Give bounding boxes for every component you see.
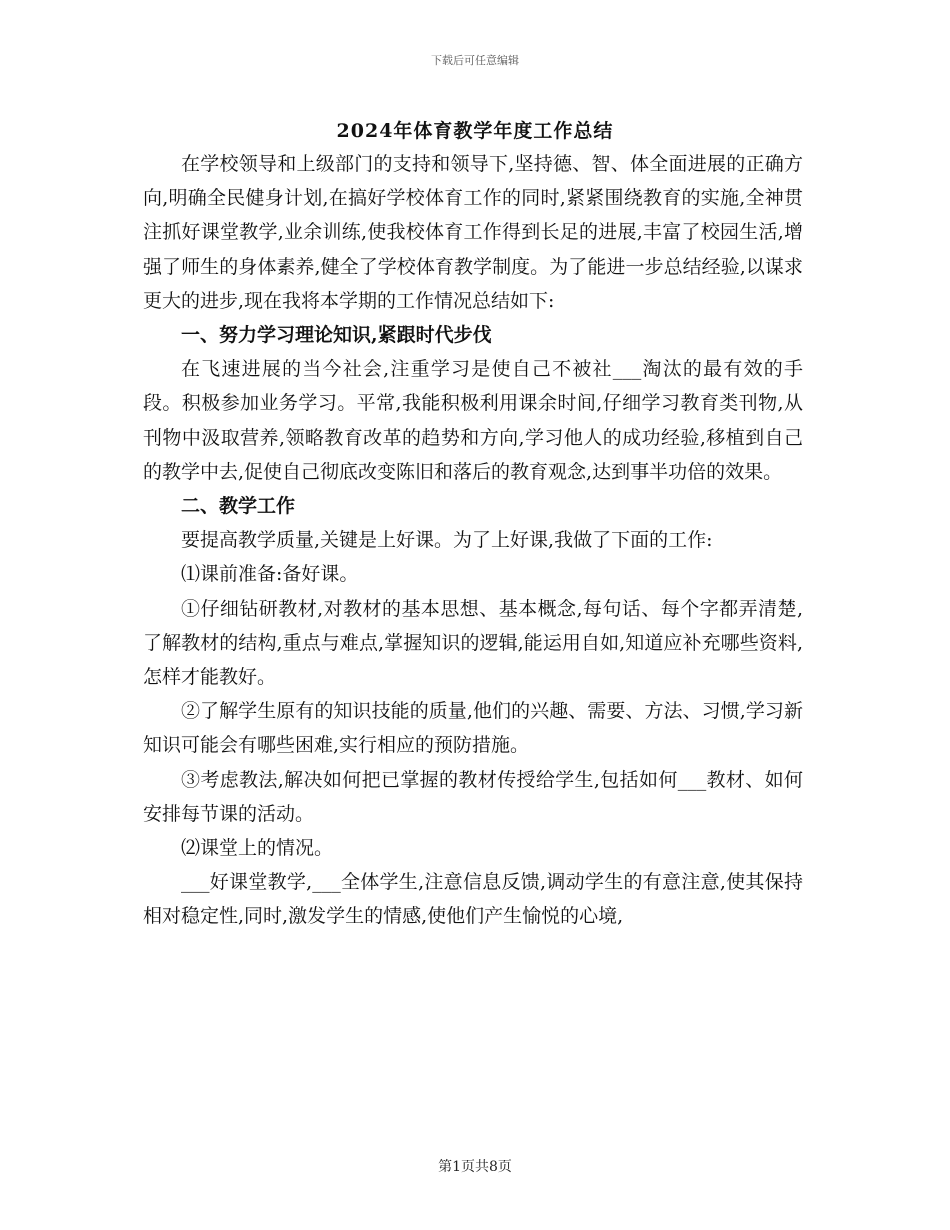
paragraph-classroom: ___好课堂教学,___全体学生,注意信息反馈,调动学生的有意注意,使其保持相对稳定性,同时,激发学生的情感,使他们产生愉悦的心境, — [143, 871, 803, 928]
list-item-1: ①仔细钻研教材,对教材的基本思想、基本概念,每句话、每个字都弄清楚,了解教材的结构,重点与难点,掌握知识的逻辑,能运用自如,知道应补充哪些资料,怎样才能教好。 — [143, 597, 803, 689]
paragraph-teaching-intro: 要提高教学质量,关键是上好课。为了上好课,我做了下面的工作: — [181, 529, 713, 552]
paragraph-intro: 在学校领导和上级部门的支持和领导下,坚持德、智、体全面进展的正确方向,明确全民健身计划,在搞好学校体育工作的同时,紧紧围绕教育的实施,全神贯注抓好课堂教学,业余训练,使我校体育工作得到长足的进展,丰富了校园生活,增强了师生的身体素养,健全了学校体育教学制度。为了能进一步总结经验,以谋求更大的进步,现在我将本学期的工作情况总结如下: — [143, 153, 803, 312]
page-number: 第1页共8页 — [438, 1159, 512, 1175]
subheading-prep: ⑴课前准备:备好课。 — [181, 563, 359, 586]
document-title: 2024年体育教学年度工作总结 — [336, 120, 614, 142]
document-body — [143, 147, 803, 934]
list-item-2: ②了解学生原有的知识技能的质量,他们的兴趣、需要、方法、习惯,学习新知识可能会有哪些困难,实行相应的预防措施。 — [143, 700, 803, 757]
subheading-classroom: ⑵课堂上的情况。 — [181, 837, 334, 860]
header-note: 下载后可任意编辑 — [431, 54, 519, 67]
list-item-3: ③考虑教法,解决如何把已掌握的教材传授给学生,包括如何___教材、如何安排每节课的活动。 — [143, 768, 803, 825]
section-heading-1: 一、努力学习理论知识,紧跟时代步伐 — [181, 324, 492, 347]
paragraph-section-1: 在飞速进展的当今社会,注重学习是使自己不被社___淘汰的最有效的手段。积极参加业务学习。平常,我能积极利用课余时间,仔细学习教育类刊物,从刊物中汲取营养,领略教育改革的趋势和方向,学习他人的成功经验,移植到自己的教学中去,促使自己彻底改变陈旧和落后的教育观念,达到事半功倍的效果。 — [143, 358, 803, 483]
section-heading-2: 二、教学工作 — [181, 495, 296, 518]
